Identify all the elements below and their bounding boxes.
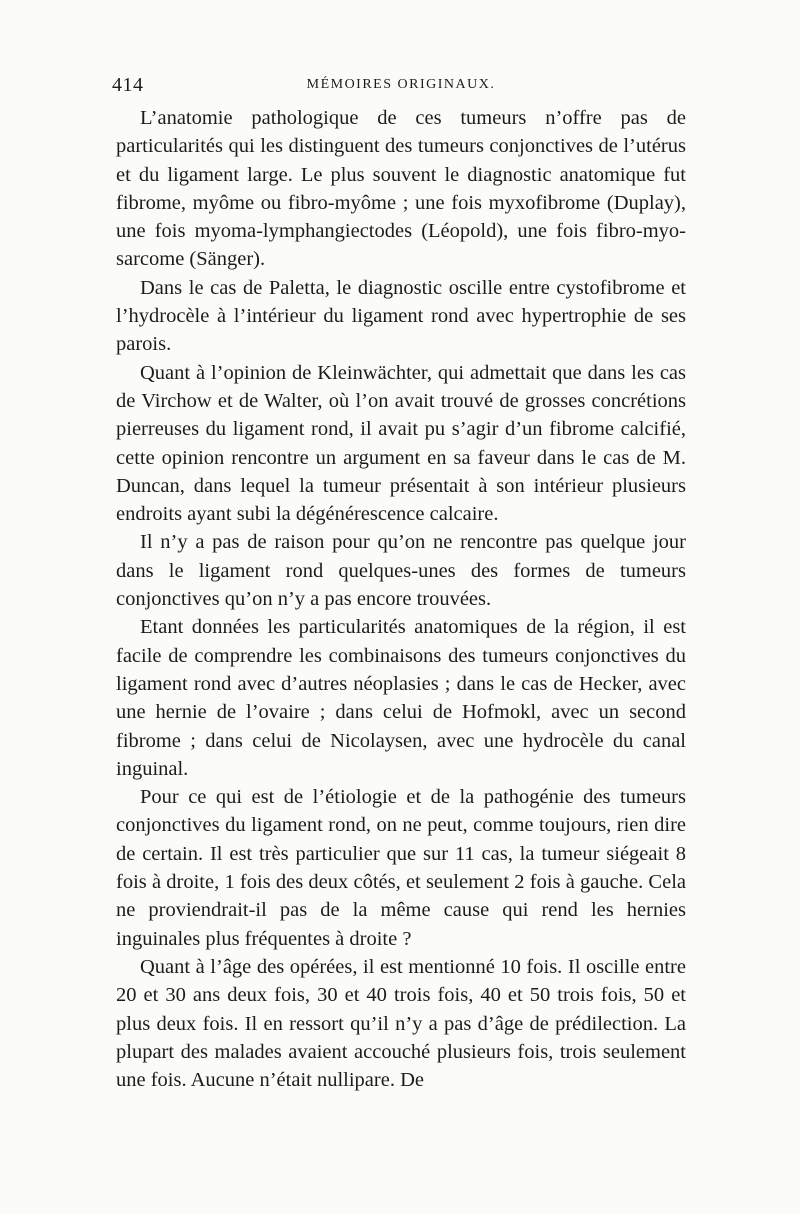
paragraph-6: Pour ce qui est de l’étiologie et de la pathogénie des tumeurs conjonctives du ligament rond, on ne peut, comme toujours, rien dire de certain. Il est très particulier que sur 11 cas, la tumeur siégeait 8 fois à droite, 1 fois des deux côtés, et seulement 2 fois à gauche. Cela ne proviendrait-il pas de la même cause qui rend les hernies inguinales plus fréquentes à droite ? (116, 786, 686, 950)
running-head (112, 74, 686, 102)
paragraph-4: Il n’y a pas de raison pour qu’on ne rencontre pas quelque jour dans le ligament rond quelques-unes des formes de tumeurs conjonctives qu’on n’y a pas encore trouvées. (116, 531, 686, 611)
paragraph-2: Dans le cas de Paletta, le diagnostic oscille entre cystofibrome et l’hydrocèle à l’intérieur du ligament rond avec hypertrophie de ses parois. (116, 276, 686, 356)
paragraph-5: Etant données les particularités anatomiques de la région, il est facile de comprendre les combinaisons des tumeurs conjonctives du ligament rond avec d’autres néoplasies ; dans le cas de Hecker, avec une hernie de l’ovaire ; dans celui de Hofmokl, avec un second fibrome ; dans celui de Nicolaysen, avec une hydrocèle du canal inguinal. (116, 616, 686, 780)
paragraph-7: Quant à l’âge des opérées, il est mentionné 10 fois. Il oscille entre 20 et 30 ans deux fois, 30 et 40 trois fois, 40 et 50 trois fois, 50 et plus deux fois. Il en ressort qu’il n’y a pas d’âge de prédilection. La plupart des malades avaient accouché plusieurs fois, trois seulement une fois. Aucune n’était nullipare. De (116, 955, 686, 1092)
book-page (112, 74, 686, 1094)
paragraph-3: Quant à l’opinion de Kleinwächter, qui admettait que dans les cas de Virchow et de Walter, où l’on avait trouvé de grosses concrétions pierreuses du ligament rond, il avait pu s’agir d’un fibrome calcifié, cette opinion rencontre un argument en sa faveur dans le cas de M. Duncan, dans lequel la tumeur présentait à son intérieur plusieurs endroits ayant subi la dégénérescence calcaire. (116, 361, 686, 526)
running-title: MÉMOIRES ORIGINAUX. (306, 77, 496, 92)
body-text (116, 104, 686, 1094)
page-number: 414 (112, 74, 144, 96)
paragraph-1: L’anatomie pathologique de ces tumeurs n’offre pas de particularités qui les distinguent des tumeurs conjonctives de l’utérus et du ligament large. Le plus souvent le diagnostic anatomique fut fibrome, myôme ou fibro-myôme ; une fois myxofibrome (Duplay), une fois myoma-lymphangiectodes (Léopold), une fois fibro-myo-sarcome (Sänger). (116, 107, 686, 271)
